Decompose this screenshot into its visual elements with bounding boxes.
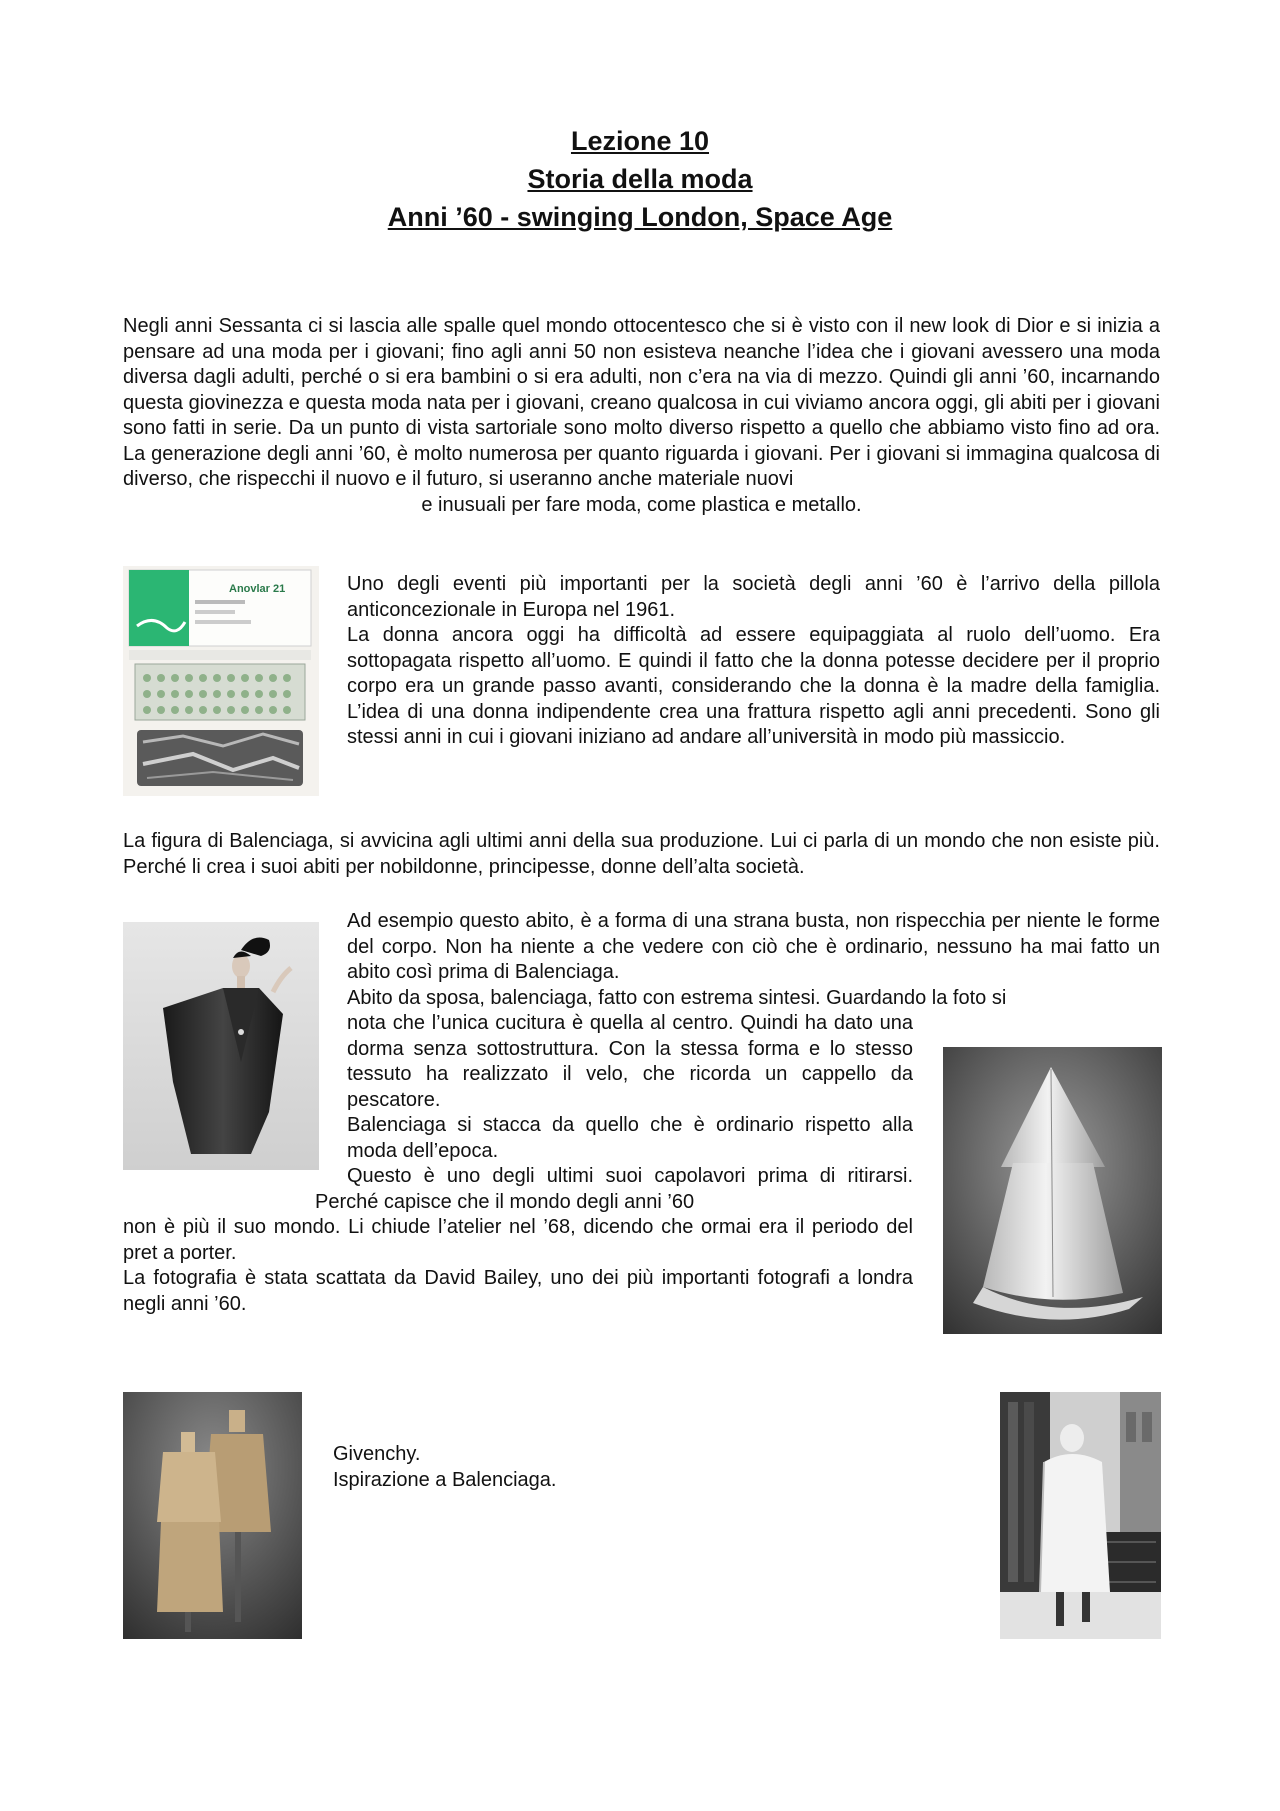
balenciaga-text-e: non è più il suo mondo. Li chiude l’atelier nel ’68, dicendo che ormai era il periodo del pret a porter. La fotografia è stata scattata da David Bailey, uno dei più importanti fotografi a londra negli anni ’60.	[123, 1216, 913, 1315]
intro-text: Negli anni Sessanta ci si lascia alle spalle quel mondo ottocentesco che si è visto con il new look di Dior e si inizia a pensare ad una moda per i giovani; fino agli anni 50 non esisteva neanche l’idea che i giovani avessero una moda diversa dagli adulti, perché o si era bambini o si era adulti, non c’era na via di mezzo. Quindi gli anni ’60, incarnando questa giovinezza e questa moda nata per i giovani, creano qualcosa in cui viviamo ancora oggi, gli abiti per i giovani sono fatti in serie. Da un punto di vista sartoriale sono molto diverso rispetto a quello che abbiamo visto fino ad ora. La generazione degli anni ’60, è molto numerosa per quanto riguarda i giovani. Per i giovani si immagina qualcosa di diverso, che rispecchi il nuovo e il futuro, si useranno anche materiale nuovi	[123, 315, 1160, 490]
title-topic: Anni ’60 - swinging London, Space Age	[387, 202, 893, 232]
balenciaga-intro-text: La figura di Balenciaga, si avvicina agli ultimi anni della sua produzione. Lui ci parla di un mondo che non esiste più. Perché li crea i suoi abiti per nobildonne, principesse, donne dell’alta società.	[123, 830, 1160, 878]
balenciaga-text-a: Ad esempio questo abito, è a forma di una strana busta, non rispecchia per niente le forme del corpo. Non ha niente a che vedere con ciò che è ordinario, nessuno ha mai fatto un abito così prima di Balenciaga.	[347, 910, 1160, 983]
balenciaga-paragraph-d	[315, 1164, 913, 1215]
balenciaga-paragraph-a	[347, 909, 1160, 1011]
white-coat-street-photo	[1000, 1392, 1161, 1639]
givenchy-dresses-photo	[123, 1392, 302, 1639]
pill-paragraph	[347, 572, 1160, 751]
pill-brand-label: Anovlar 21	[229, 583, 286, 595]
balenciaga-text-b: Abito da sposa, balenciaga, fatto con estrema sintesi. Guardando la foto si	[347, 986, 1007, 1009]
balenciaga-text-c: nota che l’unica cucitura è quella al centro. Quindi ha dato una dorma senza sottostruttura. Con la stessa forma e lo stesso tessuto ha realizzato il velo, che ricorda un cappello da pescatore. Balenciaga si stacca da quello che è ordinario rispetto alla moda dell’epoca.	[347, 1012, 913, 1162]
balenciaga-envelope-dress-photo	[123, 922, 319, 1170]
intro-last-line: e inusuali per fare moda, come plastica e metallo.	[421, 493, 862, 516]
givenchy-paragraph	[333, 1442, 733, 1493]
givenchy-text-1: Givenchy.	[333, 1443, 421, 1465]
balenciaga-wedding-dress-photo	[943, 1047, 1162, 1334]
balenciaga-paragraph-c	[347, 1011, 913, 1164]
intro-paragraph	[123, 314, 1160, 518]
balenciaga-paragraph-e	[123, 1215, 913, 1317]
title-lesson: Lezione 10	[570, 126, 710, 156]
pill-text: Uno degli eventi più importanti per la società degli anni ’60 è l’arrivo della pillola anticoncezionale in Europa nel 1961. La donna ancora oggi ha difficoltà ad essere equipaggiata al ruolo dell’uomo. Era sottopagata rispetto all’uomo. E quindi il fatto che la donna potesse decidere per il proprio corpo era un grande passo avanti, considerando che la donna è la madre della famiglia. L’idea di una donna indipendente crea una frattura rispetto agli anni precedenti. Sono gli stessi anni in cui i giovani iniziano ad andare all’università in modo più massiccio.	[347, 573, 1160, 748]
balenciaga-text-d: Questo è uno degli ultimi suoi capolavori prima di ritirarsi. Perché capisce che il mondo degli anni ’60	[315, 1165, 913, 1213]
title-subject: Storia della moda	[527, 164, 753, 194]
pill-package-image	[123, 566, 319, 796]
givenchy-text-2: Ispirazione a Balenciaga.	[333, 1468, 557, 1491]
balenciaga-intro-paragraph	[123, 829, 1160, 880]
